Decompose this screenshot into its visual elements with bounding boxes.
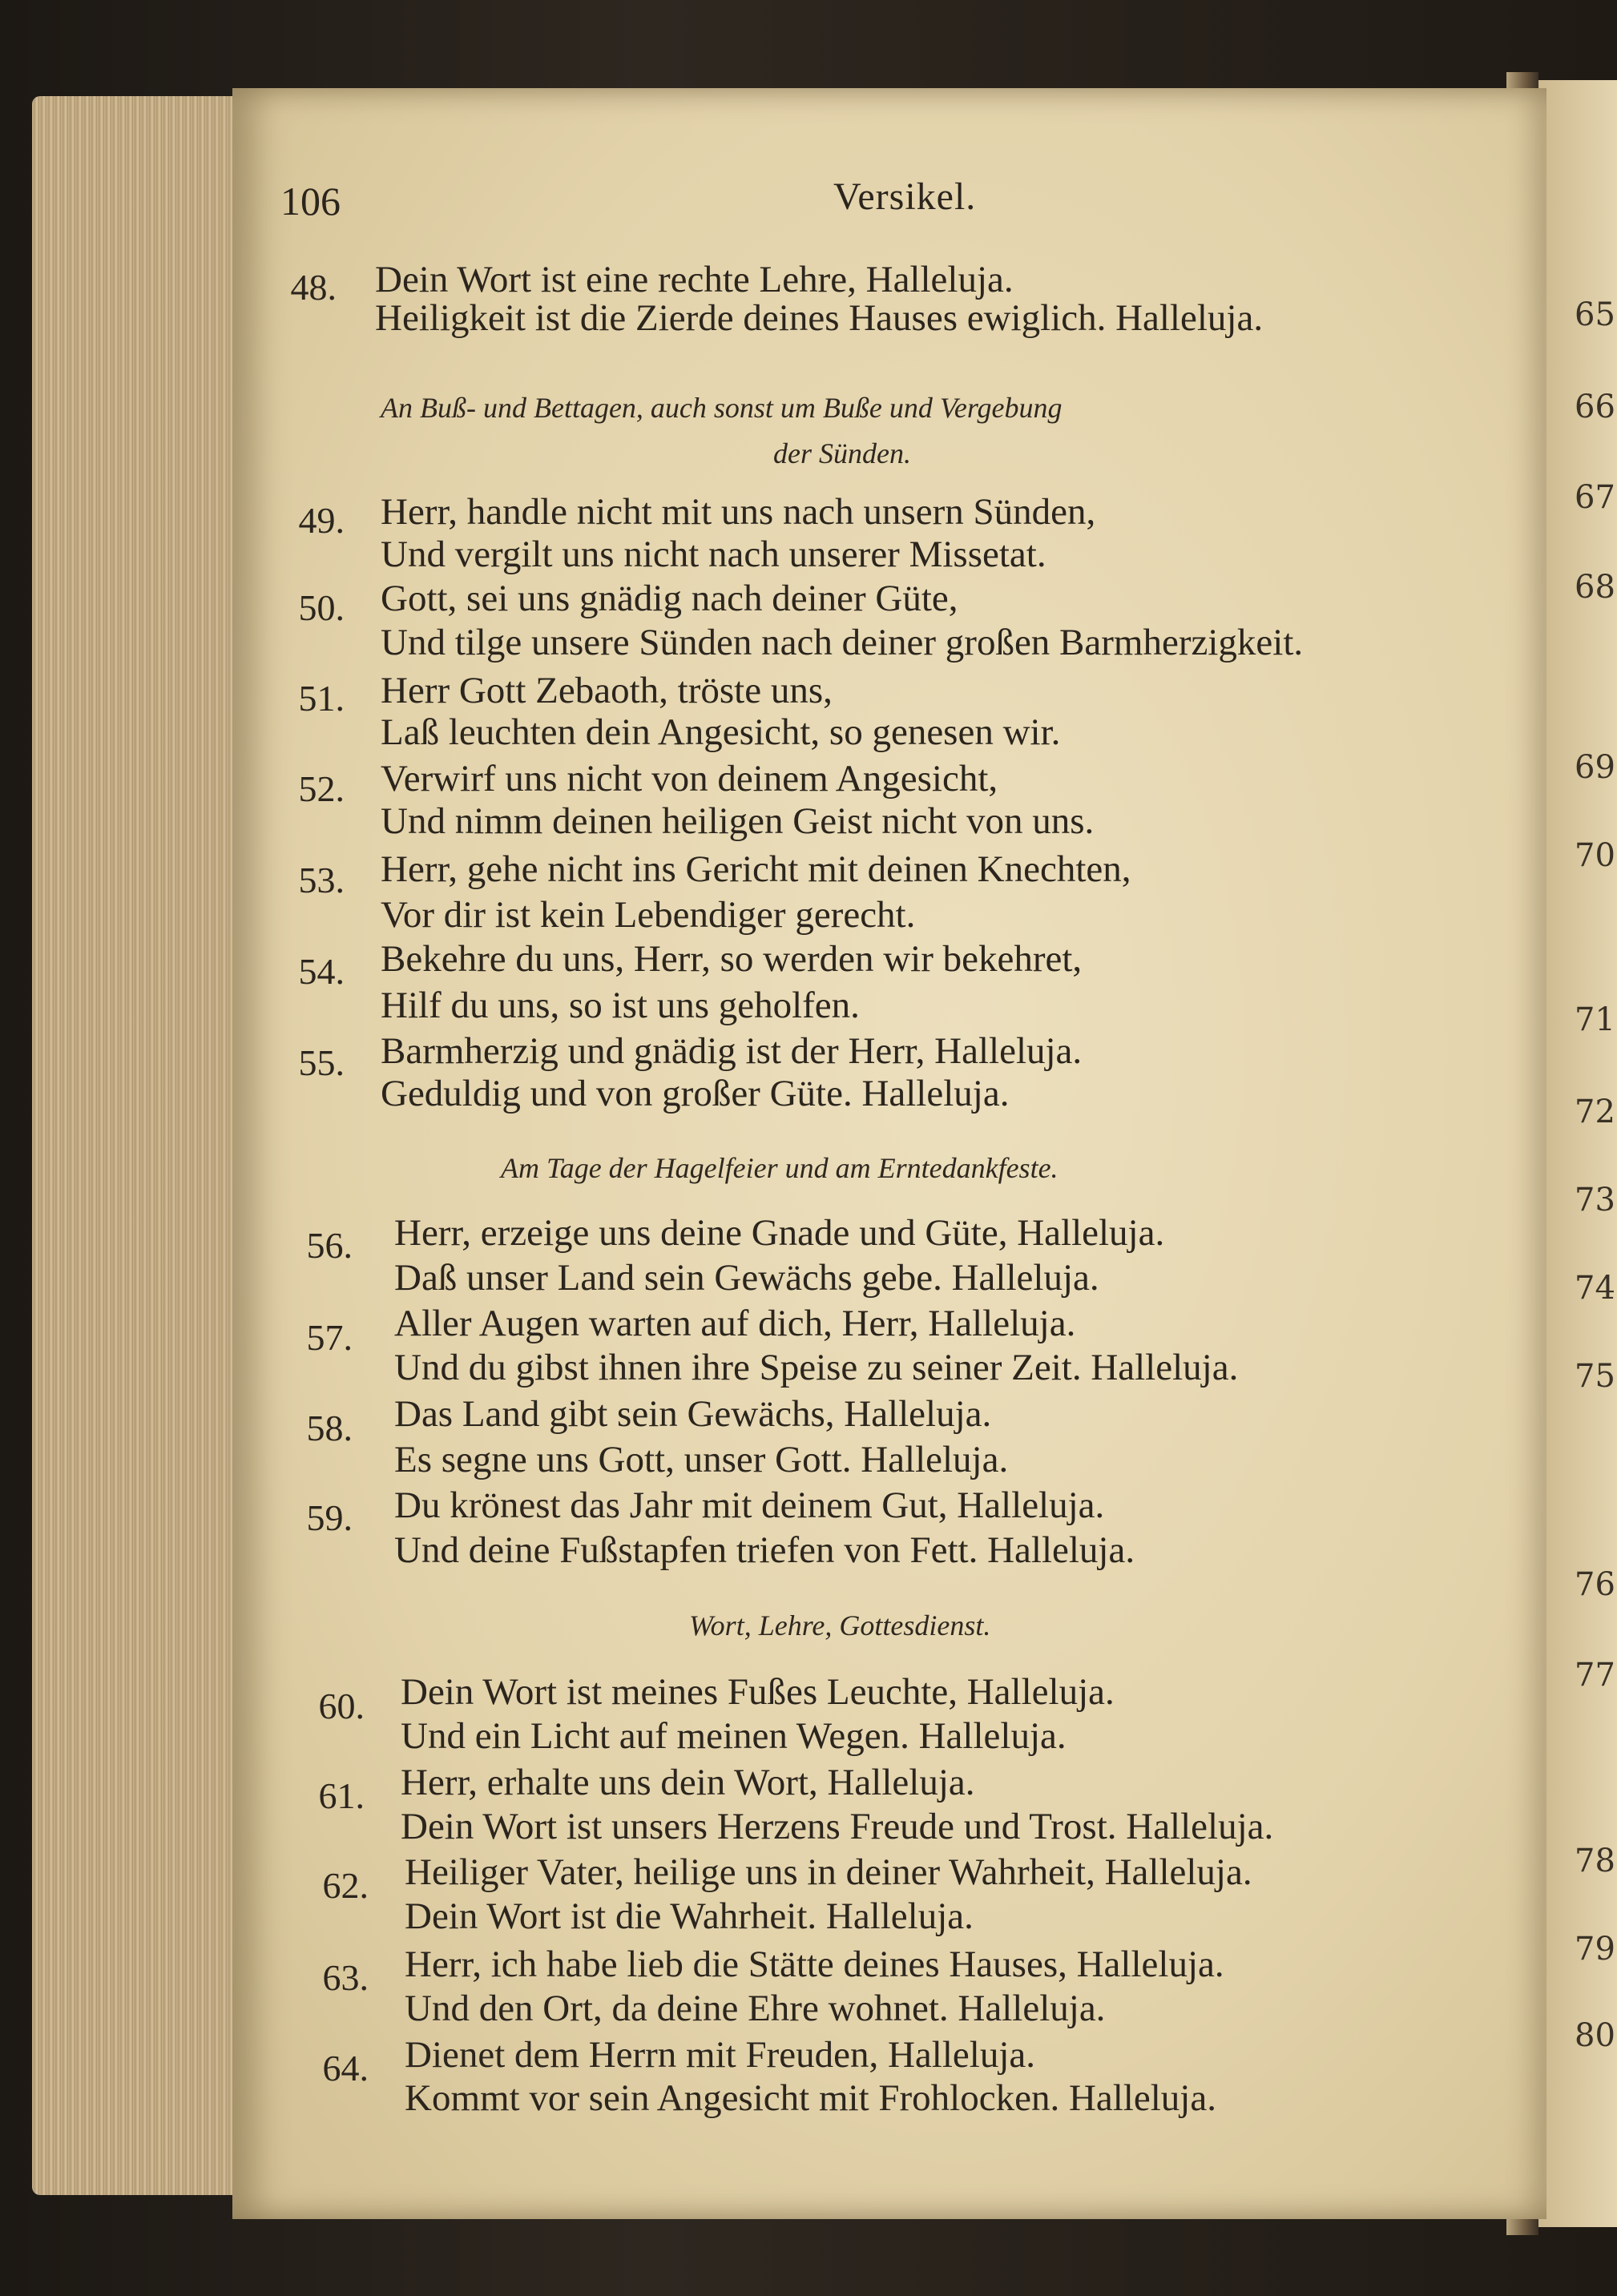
verse-number: 56. (306, 1225, 353, 1266)
verse-line: Und ein Licht auf meinen Wegen. Halleluja. (401, 1715, 1067, 1757)
verse-number: 57. (306, 1317, 353, 1358)
facing-page-number: 73 (1575, 1182, 1615, 1218)
verse-line: Und deine Fußstapfen triefen von Fett. Halleluja. (394, 1529, 1135, 1571)
verse-line: Herr, ich habe lieb die Stätte deines Hauses, Halleluja. (405, 1944, 1224, 1985)
verse-line: Herr, handle nicht mit uns nach unsern Sünden, (381, 491, 1096, 533)
verse-line: Es segne uns Gott, unser Gott. Halleluja. (394, 1439, 1009, 1480)
page-number: 106 (280, 179, 341, 224)
verse-number: 60. (318, 1686, 365, 1726)
facing-page-number: 66 (1575, 389, 1615, 425)
verse-line: Dein Wort ist unsers Herzens Freude und Trost. Halleluja. (401, 1806, 1274, 1847)
verse-number: 63. (322, 1957, 369, 1998)
verse-number: 52. (298, 768, 345, 809)
verse-line: Und tilge unsere Sünden nach deiner großen Barmherzigkeit. (381, 622, 1304, 663)
verse-number: 62. (322, 1865, 369, 1906)
verse-line: Dienet dem Herrn mit Freuden, Halleluja. (405, 2034, 1035, 2076)
section-heading: der Sünden. (773, 437, 911, 469)
facing-page-number: 70 (1575, 837, 1615, 874)
verse-line: Daß unser Land sein Gewächs gebe. Halleluja. (394, 1257, 1099, 1299)
running-head: Versikel. (833, 175, 977, 218)
verse-line: Verwirf uns nicht von deinem Angesicht, (381, 758, 998, 800)
facing-page-number: 69 (1575, 749, 1615, 786)
section-heading: Am Tage der Hagelfeier und am Erntedankfeste. (501, 1152, 1059, 1184)
verse-line: Kommt vor sein Angesicht mit Frohlocken. Halleluja. (405, 2077, 1216, 2119)
verse-number: 64. (322, 2048, 369, 2089)
verse-line: Dein Wort ist die Wahrheit. Halleluja. (405, 1895, 974, 1937)
verse-number: 50. (298, 587, 345, 628)
facing-page-number: 78 (1575, 1843, 1615, 1879)
verse-number: 48. (290, 267, 337, 308)
section-heading: An Buß- und Bettagen, auch sonst um Buße und Vergebung (381, 392, 1063, 424)
verse-line: Und nimm deinen heiligen Geist nicht von uns. (381, 800, 1095, 842)
verse-line: Heiligkeit ist die Zierde deines Hauses ewiglich. Halleluja. (375, 297, 1264, 339)
verse-number: 49. (298, 500, 345, 541)
verse-line: Gott, sei uns gnädig nach deiner Güte, (381, 578, 958, 619)
facing-page-number: 74 (1575, 1270, 1615, 1307)
verse-line: Vor dir ist kein Lebendiger gerecht. (381, 894, 916, 936)
verse-line: Dein Wort ist meines Fußes Leuchte, Halleluja. (401, 1671, 1115, 1713)
verse-line: Herr, gehe nicht ins Gericht mit deinen Knechten, (381, 848, 1131, 890)
verse-line: Herr Gott Zebaoth, tröste uns, (381, 670, 833, 711)
verse-line: Herr, erzeige uns deine Gnade und Güte, Halleluja. (394, 1212, 1165, 1254)
section-heading: Wort, Lehre, Gottesdienst. (689, 1609, 991, 1641)
facing-page-number: 65 (1575, 296, 1615, 333)
verse-line: Bekehre du uns, Herr, so werden wir bekehret, (381, 938, 1083, 980)
facing-page-number: 76 (1575, 1566, 1615, 1603)
verse-number: 51. (298, 678, 345, 719)
verse-line: Heiliger Vater, heilige uns in deiner Wahrheit, Halleluja. (405, 1851, 1252, 1893)
verse-line: Und du gibst ihnen ihre Speise zu seiner Zeit. Halleluja. (394, 1347, 1239, 1388)
verse-line: Hilf du uns, so ist uns geholfen. (381, 985, 860, 1026)
verse-number: 59. (306, 1497, 353, 1538)
facing-page-number: 77 (1575, 1657, 1615, 1694)
verse-line: Das Land gibt sein Gewächs, Halleluja. (394, 1393, 992, 1435)
verse-number: 61. (318, 1775, 365, 1816)
verse-line: Laß leuchten dein Angesicht, so genesen wir. (381, 711, 1061, 753)
verse-number: 53. (298, 860, 345, 900)
facing-page-number: 80 (1575, 2017, 1615, 2054)
verse-line: Dein Wort ist eine rechte Lehre, Halleluja. (375, 259, 1014, 300)
verse-line: Du krönest das Jahr mit deinem Gut, Halleluja. (394, 1484, 1105, 1526)
facing-page-number: 71 (1575, 1001, 1615, 1038)
facing-page-number: 72 (1575, 1094, 1615, 1130)
verse-number: 55. (298, 1042, 345, 1083)
verse-line: Herr, erhalte uns dein Wort, Halleluja. (401, 1762, 975, 1803)
facing-page-number: 75 (1575, 1358, 1615, 1395)
verse-line: Aller Augen warten auf dich, Herr, Halleluja. (394, 1303, 1076, 1344)
verse-line: Und den Ort, da deine Ehre wohnet. Halleluja. (405, 1988, 1106, 2029)
verse-line: Geduldig und von großer Güte. Halleluja. (381, 1073, 1010, 1114)
verse-number: 54. (298, 951, 345, 992)
facing-page-number: 68 (1575, 569, 1615, 606)
verse-line: Barmherzig und gnädig ist der Herr, Halleluja. (381, 1030, 1083, 1072)
facing-page-number: 67 (1575, 479, 1615, 516)
verse-line: Und vergilt uns nicht nach unserer Missetat. (381, 534, 1046, 575)
verse-number: 58. (306, 1408, 353, 1448)
page-edges (32, 96, 240, 2195)
facing-page-number: 79 (1575, 1931, 1615, 1968)
